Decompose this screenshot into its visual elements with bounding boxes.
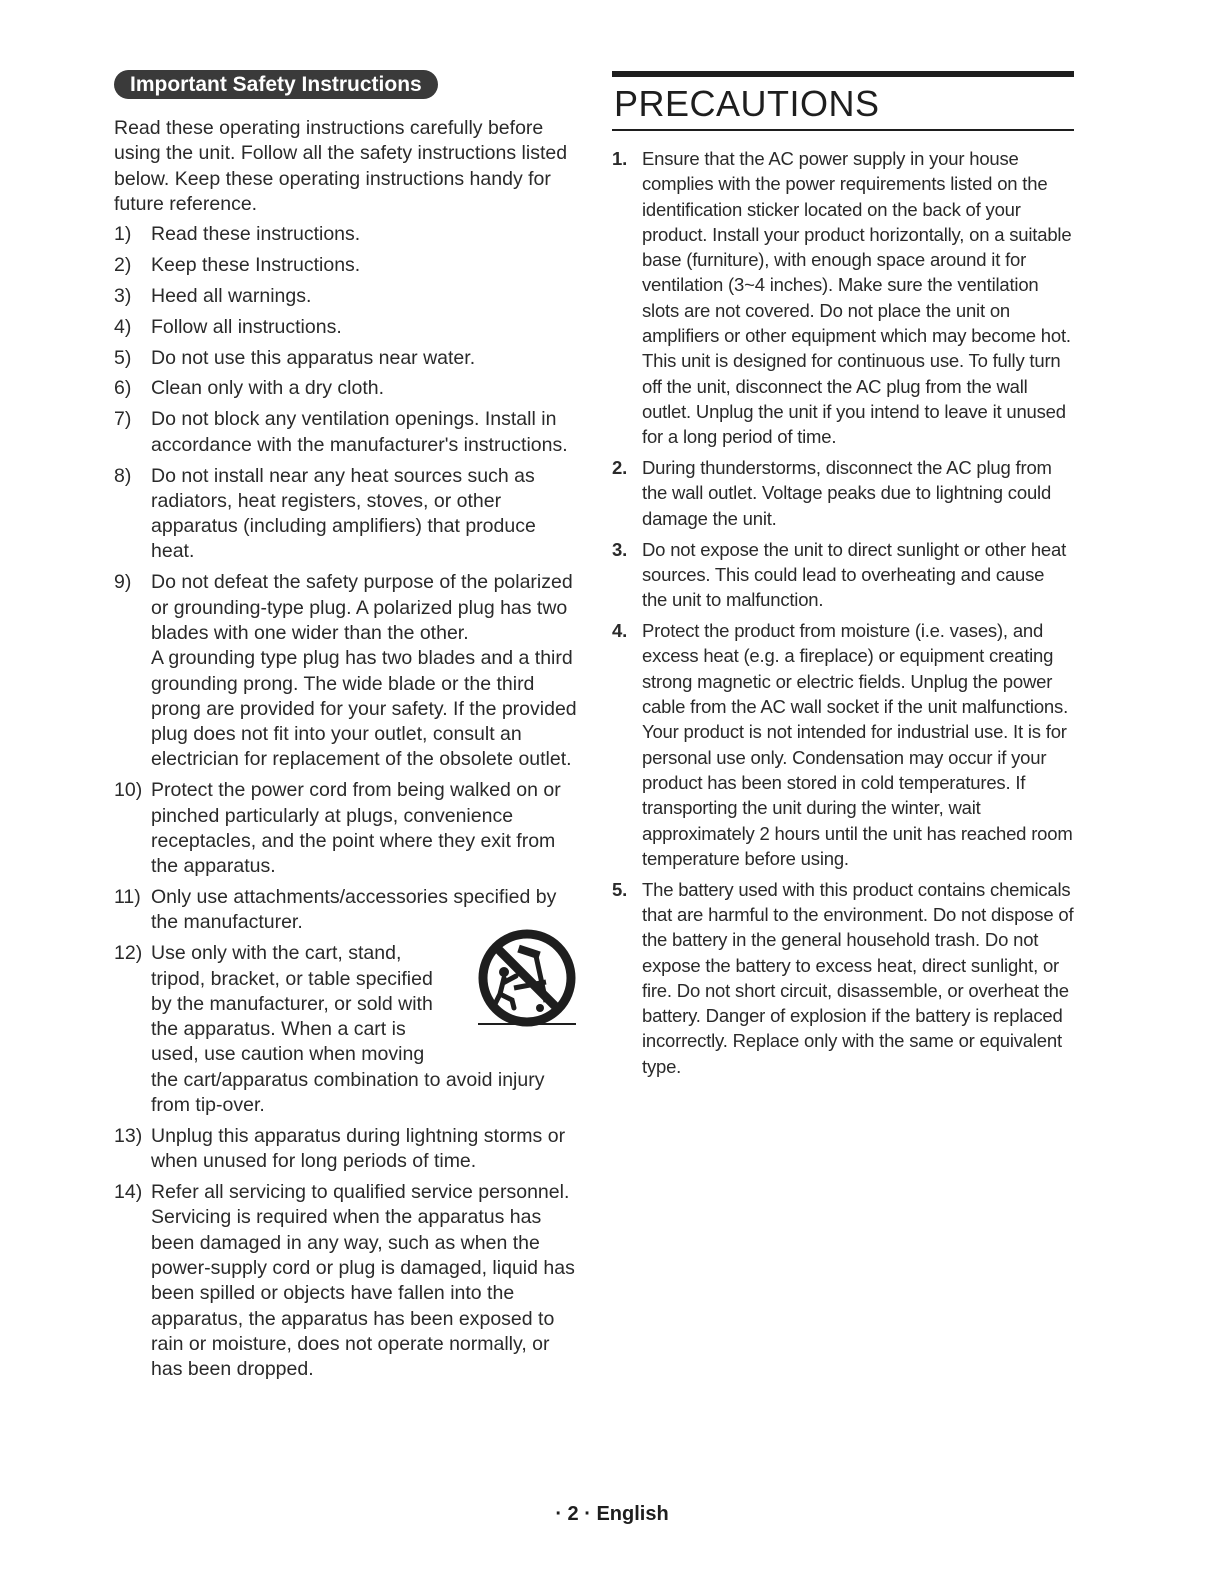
- safety-item-9: [114, 570, 584, 772]
- item-text: Protect the product from moisture (i.e. vases), and excess heat (e.g. a fireplace) or equipment creating strong magnetic or electric fields. Unplug the power cable from the AC wall socket if the unit malfunctions. Your product is not intended for industrial use. It is for personal use only. Condensation may occur if your product has been stored in cold temperatures. If transporting the unit during the winter, wait approximately 2 hours until the unit has reached room temperature before using.: [642, 620, 1073, 869]
- safety-heading: Important Safety Instructions: [114, 70, 438, 99]
- safety-intro: Read these operating instructions carefully before using the unit. Follow all the safety instructions listed below. Keep these operating instructions handy for future reference.: [114, 117, 568, 215]
- item-text: Refer all servicing to qualified service personnel. Servicing is required when the apparatus has been damaged in any way, such as when the power-supply cord or plug is damaged, liquid has been spilled or objects have fallen into the apparatus, the apparatus has been exposed to rain or moisture, does not operate normally, or has been dropped.: [151, 1181, 575, 1381]
- item-text-continued: A grounding type plug has two blades and a third grounding prong. The wide blade or the third prong are provided for your safety. If the provided plug does not fit into your outlet, consult an electrician for replacement of the obsolete outlet.: [151, 647, 577, 771]
- safety-item-3: [114, 284, 584, 309]
- safety-item-12: [114, 941, 584, 1118]
- item-number: 8): [114, 464, 132, 487]
- precaution-item-4: [612, 618, 1074, 871]
- precaution-item-3: [612, 537, 1074, 613]
- item-number: 11): [114, 886, 141, 909]
- safety-item-5: [114, 346, 584, 371]
- safety-item-10: [114, 778, 584, 879]
- item-text: Do not defeat the safety purpose of the polarized or grounding-type plug. A polarized plug has two blades with one wider than the other.: [151, 571, 573, 644]
- item-text: Do not block any ventilation openings. Install in accordance with the manufacturer's instructions.: [151, 408, 568, 456]
- item-number: 5): [114, 346, 132, 369]
- item-number: 2.: [612, 457, 628, 479]
- item-number: 1.: [612, 148, 628, 169]
- item-number: 1): [114, 223, 132, 245]
- precaution-item-5: [612, 877, 1074, 1079]
- item-text: Heed all warnings.: [151, 284, 312, 307]
- item-number: 7): [114, 408, 132, 431]
- safety-item-13: [114, 1124, 584, 1175]
- item-text: Only use attachments/accessories specified by the manufacturer.: [151, 886, 557, 934]
- item-number: 4): [114, 315, 132, 338]
- item-text: Ensure that the AC power supply in your house complies with the power requirements listed on the identification sticker located on the back of your product. Install your product horizontally, on a suitable base (furniture), with enough space around it for ventilation (3~4 inches). Make sure the ventilation slots are not covered. Do not place the unit on amplifiers or other equipment which may become hot. This unit is designed for continuous use. To fully turn off the unit, disconnect the AC plug from the wall outlet. Unplug the unit if you intend to leave it unused for a long period of time.: [642, 148, 1072, 448]
- safety-item-2: [114, 253, 584, 278]
- safety-list: [114, 222, 584, 1388]
- precaution-item-2: [612, 455, 1074, 531]
- item-number: 9): [114, 571, 132, 594]
- item-number: 4.: [612, 620, 628, 642]
- item-text: Follow all instructions.: [151, 315, 342, 338]
- precautions-list: [612, 146, 1074, 1085]
- item-number: 3): [114, 284, 132, 307]
- item-number: 10): [114, 779, 143, 802]
- item-number: 5.: [612, 878, 628, 900]
- safety-item-14: [114, 1180, 584, 1382]
- item-text: Unplug this apparatus during lightning storms or when unused for long periods of time.: [151, 1124, 566, 1173]
- item-text: The battery used with this product contains chemicals that are harmful to the environment. Do not dispose of the battery in the general household trash. Do not expose the battery to excess heat, direct sunlight, or fire. Do not short circuit, disassemble, or overheat the battery. Danger of explosion if the battery is replaced incorrectly. Replace only with the same or equivalent type.: [642, 878, 1074, 1077]
- item-text: During thunderstorms, disconnect the AC plug from the wall outlet. Voltage peaks due to lightning could damage the unit.: [642, 457, 1052, 529]
- item-number: 6): [114, 377, 132, 400]
- item-text: Use only with the cart, stand, tripod, bracket, or table specified by the manufacturer, or sold with the apparatus. When a cart is used, use caution when moving: [151, 942, 433, 1066]
- item-text: Clean only with a dry cloth.: [151, 377, 385, 400]
- safety-item-6: [114, 376, 584, 401]
- precautions-title: PRECAUTIONS: [614, 83, 880, 124]
- item-number: 2): [114, 253, 132, 276]
- safety-item-4: [114, 315, 584, 340]
- item-text: Do not install near any heat sources such as radiators, heat registers, stoves, or other apparatus (including amplifiers) that produce heat.: [151, 464, 536, 563]
- item-text: Do not expose the unit to direct sunlight or other heat sources. This could lead to overheating and cause the unit to malfunction.: [642, 538, 1067, 611]
- item-number: 13): [114, 1124, 143, 1147]
- item-number: 14): [114, 1181, 143, 1204]
- item-text-continued: the cart/apparatus combination to avoid injury from tip-over.: [151, 1068, 545, 1117]
- safety-item-7: [114, 407, 584, 458]
- precaution-item-1: [612, 146, 1074, 450]
- page-footer: · 2 · English: [555, 1503, 669, 1525]
- title-rule: [612, 129, 1074, 131]
- safety-item-8: [114, 464, 584, 565]
- item-text: Keep these Instructions.: [151, 253, 361, 276]
- item-number: 3.: [612, 538, 628, 560]
- item-text: Read these instructions.: [151, 223, 361, 245]
- top-rule: [612, 71, 1074, 77]
- safety-item-1: [114, 222, 584, 247]
- cart-tip-over-warning-icon: [474, 928, 580, 1034]
- item-text: Protect the power cord from being walked on or pinched particularly at plugs, convenience receptacles, and the point where they exit from the apparatus.: [151, 779, 561, 878]
- item-number: 12): [114, 942, 143, 965]
- item-text: Do not use this apparatus near water.: [151, 346, 476, 369]
